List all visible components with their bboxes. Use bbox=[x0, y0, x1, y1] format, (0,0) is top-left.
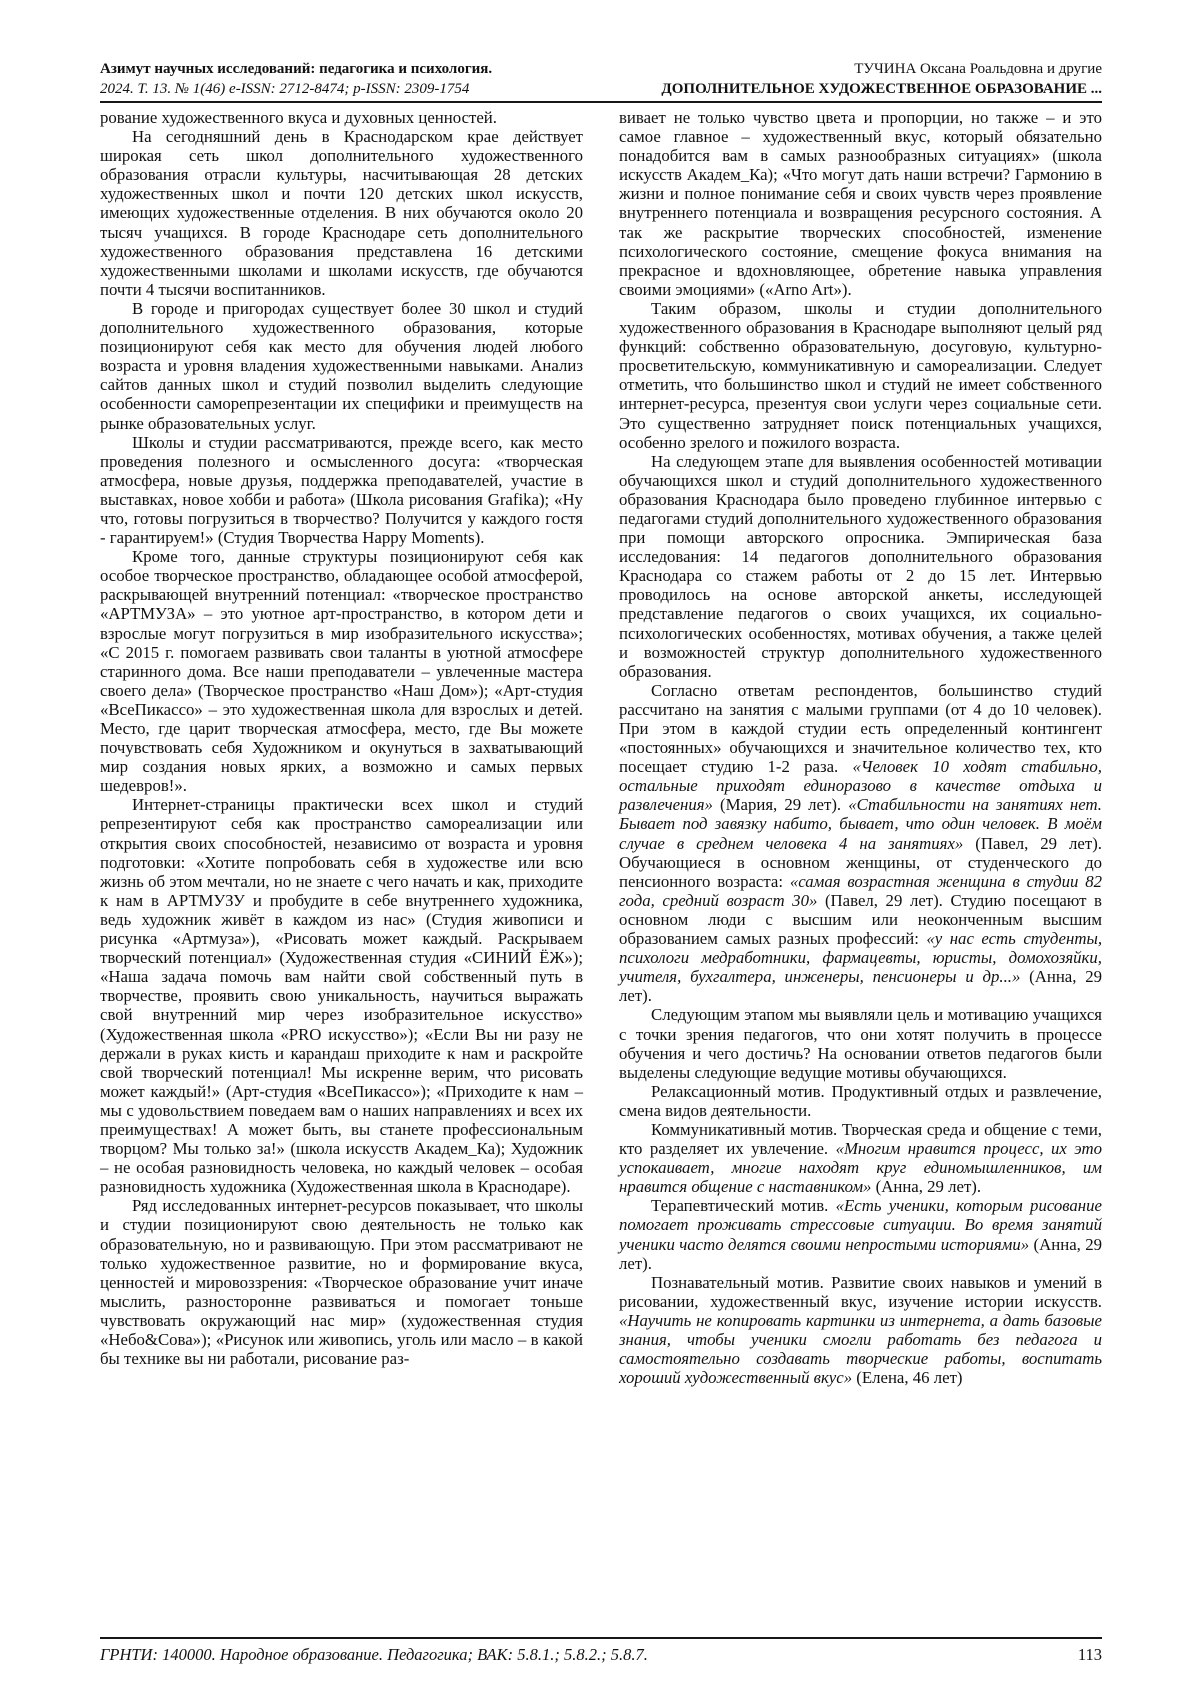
body-text: Кроме того, данные структуры позиционируют себя как особое творческое пространство, обладающее особой атмосферой, раскрывающей внутренний потенциал: «творческое пространство «АРТМУЗА» – это уютное арт-пространство, в котором дети и взрослые могут погрузиться в мир изобразительного искусства»; «С 2015 г. помогаем развивать свои таланты в уютной атмосфере старинного дома. Все наши преподаватели – увлеченные мастера своего дела» (Творческое пространство «Наш Дом»); «Арт-студия «ВсеПикассо» – это художественная школа для взрослых и детей. Место, где царит творческая атмосфера, место, где Вы можете почувствовать себя Художником и окунуться в захватывающий мир создания новых ярких, а возможно и самых первых шедевров!». bbox=[100, 547, 583, 796]
paragraph bbox=[100, 795, 583, 1196]
journal-info bbox=[100, 60, 492, 99]
body-text: рование художественного вкуса и духовных ценностей. bbox=[100, 108, 497, 127]
body-text: В городе и пригородах существует более 30 школ и студий дополнительного художественного образования, которые позиционируют себя как место для обучения людей любого возраста и уровня владения художественными навыками. Анализ сайтов данных школ и студий позволил выделить следующие особенности саморепрезентации их специфики и преимуществ на рынке образовательных услуг. bbox=[100, 298, 583, 433]
body-text: (Анна, 29 лет). bbox=[871, 1177, 982, 1197]
paragraph bbox=[619, 1005, 1102, 1081]
paragraph bbox=[619, 299, 1102, 452]
body-text: (Павел, 29 лет). Студию посещают в основном люди с высшим или неоконченным высшим образованием самых разных профессий: bbox=[619, 890, 1102, 949]
body-text: (Анна, 29 лет). bbox=[619, 1234, 1102, 1273]
paragraph bbox=[619, 1273, 1102, 1388]
authors-line: ТУЧИНА Оксана Роальдовна и другие bbox=[854, 61, 1102, 77]
body-text: (Мария, 29 лет). bbox=[712, 795, 849, 815]
article-body bbox=[100, 108, 1102, 1633]
issue-issn-line: 2024. Т. 13. № 1(46) e-ISSN: 2712-8474; p-ISSN: 2309-1754 bbox=[100, 80, 470, 97]
classification-line: ГРНТИ: 140000. Народное образование. Педагогика; ВАК: 5.8.1.; 5.8.2.; 5.8.7. bbox=[100, 1645, 648, 1664]
paragraph bbox=[100, 433, 583, 548]
body-text: На сегодняшний день в Краснодарском крае действует широкая сеть школ дополнительного художественного образования отрасли культуры, насчитывающая 28 детских художественных школ и почти 120 детских школ искусств, имеющих художественные отделения. В них обучаются около 20 тысяч учащихся. В городе Краснодаре сеть дополнительного художественного образования представлена 16 детскими художественными школами и школами искусств, где обучаются почти 4 тысячи воспитанников. bbox=[100, 127, 583, 299]
quote-text: «самая возрастная женщина в студии 82 года, средний возраст 30» bbox=[619, 871, 1102, 910]
paragraph bbox=[619, 1196, 1102, 1272]
journal-title: Азимут научных исследований: педагогика и психология. bbox=[100, 61, 493, 77]
body-text: (Анна, 29 лет). bbox=[619, 967, 1102, 1006]
page-number: 113 bbox=[1077, 1645, 1102, 1664]
body-text: Интернет-страницы практически всех школ и студий репрезентируют себя как пространство самореализации или открытия своих способностей, независимо от возраста и уровня подготовки: «Хотите попробовать себя в художестве или всю жизнь об этом мечтали, но не знаете с чего начать и как, приходите к нам в АРТМУЗУ и пробудите в себе внутреннего художника, ведь художник живёт в каждом из нас» (Студия живописи и рисунка «Артмуза»), «Рисовать может каждый. Раскрываем творческий потенциал» (Художественная студия «СИНИЙ ЁЖ»); «Наша задача помочь вам найти свой собственный путь в творчестве, проявить свою уникальность, научиться выражать свой внутренний мир через изобразительное искусство» (Художественная школа «PRO искусство»); «Если Вы ни разу не держали в руках кисть и карандаш приходите к нам и раскройте свой творческий потенциал! Мы искренне верим, что рисовать может каждый!» (Арт-студия «ВсеПикассо»); «Приходите к нам – мы с удовольствием поведаем вам о наших направлениях и всех их преимуществах! А может быть, вы станете профессиональным творцом? Мы только за!» (школа искусств Академ_Ка); Художник – не особая разновидность человека, но каждый человек – особая разновидность художника (Художественная школа в Краснодаре). bbox=[100, 795, 583, 1197]
article-info bbox=[661, 60, 1102, 99]
quote-text: «Есть ученики, которым рисование помогает проживать стрессовые ситуации. Во время занятий ученики часто делятся своими непростыми историями» bbox=[619, 1196, 1102, 1254]
quote-text: «Человек 10 ходят стабильно, остальные приходят единоразово в качестве отдыха и развлечения» bbox=[619, 757, 1102, 815]
quote-text: «Многим нравится процесс, их это успокаивает, многие находят круг единомышленников, им нравится общение с наставником» bbox=[619, 1139, 1102, 1197]
body-text: вивает не только чувство цвета и пропорции, но также – и это самое главное – художественный вкус, который обязательно понадобится вам в самых разнообразных ситуациях» (школа искусств Академ_Ка); «Что могут дать наши встречи? Гармонию в жизни и полное понимание себя и своих чувств через проявление внутреннего потенциала и возвращения ресурсного состояния. А так же раскрытие творческих способностей, изменение психологического состояние, смещение фокуса внимания на прекрасное и вдохновляющее, обретение навыка управления своими эмоциями» («Arno Art»). bbox=[619, 108, 1102, 299]
body-text: (Павел, 29 лет). Обучающиеся в основном женщины, от студенческого до пенсионного возраста: bbox=[619, 833, 1102, 891]
article-title: ДОПОЛНИТЕЛЬНОЕ ХУДОЖЕСТВЕННОЕ ОБРАЗОВАНИЕ ... bbox=[661, 80, 1102, 97]
paragraph bbox=[100, 108, 583, 127]
body-text: На следующем этапе для выявления особенностей мотивации обучающихся школ и студий дополнительного художественного образования Краснодара было проведено глубинное интервью с педагогами студий дополнительного художественного образования при помощи авторского опросника. Эмпирическая база исследования: 14 педагогов дополнительного образования Краснодара со стажем работы от 2 до 15 лет. Интервью проводилось на основе авторской анкеты, исследующей представление педагогов о своих учащихся, их социально-психологических особенностях, мотивах обучения, а также целей и возможностей структур дополнительного художественного образования. bbox=[619, 451, 1102, 681]
footer-divider bbox=[100, 1637, 1102, 1639]
quote-text: «у нас есть студенты, психологи медработники, фармацевты, юристы, домохозяйки, учителя, бухгалтера, инженеры, пенсионеры и др...» bbox=[619, 929, 1102, 987]
quote-text: «Научить не копировать картинки из интернета, а дать базовые знания, чтобы ученики смогли работать без педагога и самостоятельно создавать творческие работы, воспитать хороший художественный вкус» bbox=[619, 1310, 1102, 1388]
right-column bbox=[619, 108, 1102, 1633]
paragraph bbox=[619, 1120, 1102, 1196]
paragraph bbox=[619, 452, 1102, 681]
page-header bbox=[100, 60, 1102, 99]
paragraph bbox=[100, 547, 583, 795]
left-column bbox=[100, 108, 583, 1633]
body-text: Согласно ответам респондентов, большинство студий рассчитано на занятия с малыми группами (от 4 до 10 человек). При этом в каждой студии есть определенный контингент «постоянных» обучающихся и значительное количество тех, кто посещает студию 1-2 раза. bbox=[619, 680, 1102, 777]
header-divider bbox=[100, 101, 1102, 103]
body-text: Коммуникативный мотив. Творческая среда и общение с теми, кто разделяет их увлечение. bbox=[619, 1119, 1102, 1159]
page-footer bbox=[100, 1645, 1102, 1665]
paragraph bbox=[619, 681, 1102, 1006]
body-text: Школы и студии рассматриваются, прежде всего, как место проведения полезного и осмысленного досуга: «творческая атмосфера, новые друзья, поддержка преподавателей, участие в выставках, новое хобби и работа» (Школа рисования Grafika); «Ну что, готовы погрузиться в творчество? Получится у каждого гостя - гарантируем!» (Студия Творчества Happy Moments). bbox=[100, 432, 583, 548]
paragraph bbox=[100, 299, 583, 433]
paragraph bbox=[619, 108, 1102, 299]
body-text: (Елена, 46 лет) bbox=[852, 1368, 963, 1388]
quote-text: «Стабильности на занятиях нет. Бывает под завязку набито, бывает, что один человек. В моём случае в среднем человека 4 на занятиях» bbox=[619, 795, 1102, 853]
paragraph bbox=[100, 127, 583, 299]
body-text: Познавательный мотив. Развитие своих навыков и умений в рисовании, художественный вкус, изучение истории искусств. bbox=[619, 1272, 1102, 1311]
body-text: Следующим этапом мы выявляли цель и мотивацию учащихся с точки зрения педагогов, что они хотят получить в процессе обучения и чего достичь? На основании ответов педагогов были выделены следующие ведущие мотивы обучающихся. bbox=[619, 1005, 1102, 1082]
body-text: Релаксационный мотив. Продуктивный отдых и развлечение, смена видов деятельности. bbox=[619, 1081, 1102, 1120]
body-text: Ряд исследованных интернет-ресурсов показывает, что школы и студии позиционируют свою деятельность не только как образовательную, но и развивающую. При этом рассматривают не только художественное развитие, но и формирование вкуса, ценностей и мировоззрения: «Творческое образование учит иначе мыслить, разносторонне развиваться и помогает тоньше чувствовать окружающий нас мир» (художественная студия «Небо&Сова»); «Рисунок или живопись, уголь или масло – в какой бы технике вы ни работали, рисование раз- bbox=[100, 1196, 583, 1369]
paragraph bbox=[100, 1196, 583, 1368]
body-text: Терапевтический мотив. bbox=[651, 1196, 836, 1216]
body-text: Таким образом, школы и студии дополнительного художественного образования в Краснодаре выполняют целый ряд функций: собственно образовательную, досуговую, культурно-просветительскую, коммуникативную и самореализации. Следует отметить, что большинство школ и студий не имеет собственного интернет-ресурса, презентуя свои услуги через социальные сети. Это существенно затрудняет поиск потенциальных учащихся, особенно зрелого и пожилого возраста. bbox=[619, 298, 1102, 452]
paragraph bbox=[619, 1082, 1102, 1120]
